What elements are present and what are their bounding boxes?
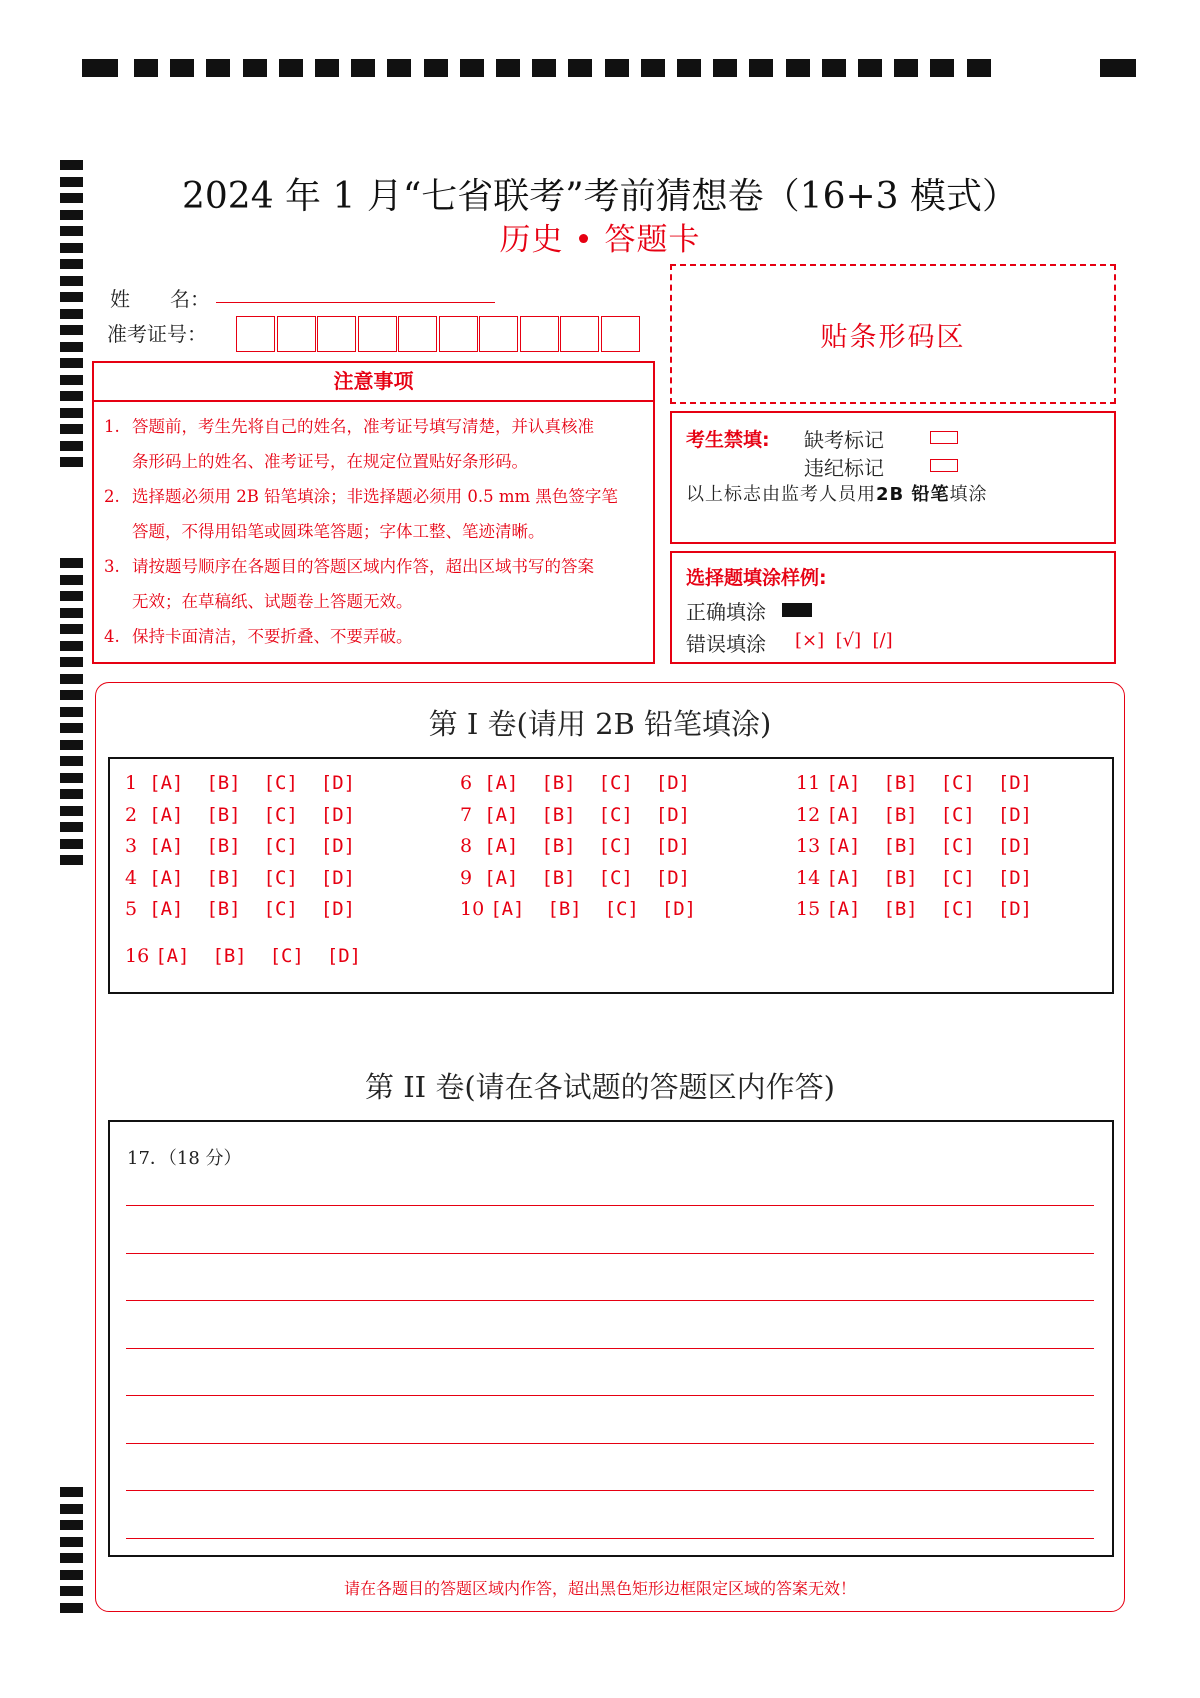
answer-options[interactable]: [A] [B] [C] [D] xyxy=(149,772,356,794)
page-title: 2024 年 1 月“七省联考”考前猜想卷（16+3 模式） xyxy=(182,176,1018,217)
wrong-fill-label: 错误填涂 xyxy=(686,632,766,656)
writing-line xyxy=(126,1348,1094,1349)
exam-id-digit-box[interactable] xyxy=(236,316,275,352)
timing-mark xyxy=(822,59,846,77)
timing-mark xyxy=(60,391,83,401)
timing-mark xyxy=(930,59,954,77)
timing-mark xyxy=(532,59,556,77)
timing-mark xyxy=(1100,59,1136,77)
page-subtitle: 历史 • 答题卡 xyxy=(499,222,701,258)
answer-options[interactable]: [A] [B] [C] [D] xyxy=(484,803,691,826)
choice-row-1[interactable] xyxy=(125,772,355,794)
timing-mark xyxy=(568,59,592,77)
notice-text: 请按题号顺序在各题目的答题区域内作答，超出区域书写的答案 xyxy=(132,557,594,576)
choice-row-8[interactable] xyxy=(460,835,690,857)
timing-mark xyxy=(460,59,484,77)
writing-line xyxy=(126,1443,1094,1444)
exam-id-digit-box[interactable] xyxy=(439,316,478,352)
choice-row-4[interactable] xyxy=(125,867,355,889)
timing-mark xyxy=(496,59,520,77)
timing-mark xyxy=(60,558,83,568)
timing-mark xyxy=(60,276,83,286)
timing-mark xyxy=(170,59,194,77)
proctor-note-bold: 2B 铅笔 xyxy=(876,484,950,505)
notice-item-3 xyxy=(104,549,649,619)
writing-line xyxy=(126,1538,1094,1539)
notice-item-1 xyxy=(104,409,649,479)
timing-mark xyxy=(60,690,83,700)
timing-mark xyxy=(60,1504,83,1514)
timing-mark xyxy=(60,608,83,618)
proctor-note-suffix: 填涂 xyxy=(949,484,988,505)
answer-options[interactable]: [A] [B] [C] [D] xyxy=(149,835,356,858)
proctor-heading: 考生禁填: xyxy=(686,429,770,451)
section-2-title: 第 II 卷(请在各试题的答题区内作答) xyxy=(365,1070,835,1104)
question-number: 16 xyxy=(125,945,156,967)
choice-row-5[interactable] xyxy=(125,898,355,920)
timing-mark xyxy=(351,59,375,77)
choice-row-3[interactable] xyxy=(125,835,355,857)
timing-mark xyxy=(60,424,83,434)
timing-mark xyxy=(206,59,230,77)
timing-mark xyxy=(424,59,448,77)
answer-options[interactable]: [A] [B] [C] [D] xyxy=(149,866,356,889)
timing-mark xyxy=(60,309,83,319)
timing-mark xyxy=(60,457,83,467)
choice-row-6[interactable] xyxy=(460,772,690,794)
timing-mark xyxy=(60,375,83,385)
choice-row-13[interactable] xyxy=(796,835,1032,857)
barcode-area xyxy=(670,264,1116,404)
barcode-label: 贴条形码区 xyxy=(820,321,966,353)
timing-mark xyxy=(858,59,882,77)
writing-line xyxy=(126,1205,1094,1206)
timing-mark xyxy=(387,59,411,77)
question-number: 10 xyxy=(460,898,491,921)
timing-mark xyxy=(605,59,629,77)
answer-options[interactable]: [A] [B] [C] [D] xyxy=(826,772,1033,794)
notice-text-cont: 条形码上的姓名、准考证号，在规定位置贴好条形码。 xyxy=(132,452,528,471)
violation-mark-box[interactable] xyxy=(930,459,958,472)
timing-mark xyxy=(60,773,83,783)
question-17-label: 17．（18 分） xyxy=(127,1148,242,1169)
proctor-note xyxy=(686,480,988,506)
timing-mark xyxy=(60,1537,83,1547)
answer-options[interactable]: [A] [B] [C] [D] xyxy=(826,866,1033,889)
notice-text: 答题前，考生先将自己的姓名，准考证号填写清楚，并认真核准 xyxy=(132,417,594,436)
question-number: 4 xyxy=(125,866,150,889)
timing-mark xyxy=(60,839,83,849)
timing-mark xyxy=(60,292,83,302)
answer-options[interactable]: [A] [B] [C] [D] xyxy=(155,945,362,967)
timing-mark xyxy=(60,408,83,418)
footer-note: 请在各题目的答题区域内作答，超出黑色矩形边框限定区域的答案无效！ xyxy=(343,1579,856,1598)
timing-mark xyxy=(279,59,303,77)
notice-text-cont: 答题，不得用铅笔或圆珠笔答题；字体工整、笔迹清晰。 xyxy=(132,522,545,541)
fill-sample-panel xyxy=(670,551,1116,664)
choice-row-9[interactable] xyxy=(460,867,690,889)
wrong-fill-marks: [×] [√] [/] xyxy=(795,630,893,651)
exam-id-field[interactable] xyxy=(236,316,641,352)
timing-mark xyxy=(60,1553,83,1563)
exam-id-digit-box[interactable] xyxy=(560,316,599,352)
answer-options[interactable]: [A] [B] [C] [D] xyxy=(484,835,691,858)
choice-row-7[interactable] xyxy=(460,804,690,826)
timing-mark xyxy=(60,325,83,335)
violation-label: 违纪标记 xyxy=(804,456,884,480)
timing-mark xyxy=(60,822,83,832)
timing-mark xyxy=(60,756,83,766)
timing-mark xyxy=(641,59,665,77)
timing-mark xyxy=(894,59,918,77)
question-number: 1 xyxy=(125,772,150,794)
writing-line xyxy=(126,1395,1094,1396)
exam-id-digit-box[interactable] xyxy=(479,316,518,352)
question-number: 8 xyxy=(460,835,485,858)
question-number: 9 xyxy=(460,866,485,889)
exam-id-digit-box[interactable] xyxy=(398,316,437,352)
answer-options[interactable]: [A] [B] [C] [D] xyxy=(826,835,1033,858)
absent-mark-box[interactable] xyxy=(930,431,958,444)
answer-options[interactable]: [A] [B] [C] [D] xyxy=(149,898,356,921)
timing-mark xyxy=(60,806,83,816)
timing-mark xyxy=(60,657,83,667)
timing-mark xyxy=(967,59,991,77)
notice-number: 3. xyxy=(104,557,120,576)
notice-item-4 xyxy=(104,619,649,654)
question-number: 3 xyxy=(125,835,150,858)
answer-options[interactable]: [A] [B] [C] [D] xyxy=(484,772,691,794)
question-number: 7 xyxy=(460,803,485,826)
question-number: 14 xyxy=(796,866,827,889)
notice-text-cont: 无效；在草稿纸、试题卷上答题无效。 xyxy=(132,592,413,611)
timing-mark xyxy=(60,259,83,269)
name-field[interactable] xyxy=(216,300,495,303)
writing-line xyxy=(126,1490,1094,1491)
question-number: 13 xyxy=(796,835,827,858)
correct-fill-sample xyxy=(782,603,812,617)
exam-id-digit-box[interactable] xyxy=(601,316,640,352)
timing-mark xyxy=(60,1487,83,1497)
absent-label: 缺考标记 xyxy=(804,428,884,452)
exam-id-digit-box[interactable] xyxy=(520,316,559,352)
timing-mark xyxy=(60,624,83,634)
question-number: 15 xyxy=(796,898,827,921)
timing-mark xyxy=(82,59,118,77)
proctor-note-prefix: 以上标志由监考人员用 xyxy=(686,484,876,505)
timing-mark xyxy=(60,1520,83,1530)
question-number: 11 xyxy=(796,772,827,794)
timing-mark xyxy=(134,59,158,77)
answer-options[interactable]: [A] [B] [C] [D] xyxy=(149,803,356,826)
timing-mark xyxy=(60,1603,83,1613)
question-number: 6 xyxy=(460,772,485,794)
timing-mark xyxy=(60,855,83,865)
fill-sample-heading: 选择题填涂样例: xyxy=(686,567,827,589)
notice-number: 4. xyxy=(104,627,120,646)
timing-mark xyxy=(60,342,83,352)
exam-id-digit-box[interactable] xyxy=(317,316,356,352)
timing-mark xyxy=(713,59,737,77)
writing-line xyxy=(126,1300,1094,1301)
timing-mark xyxy=(60,575,83,585)
timing-mark xyxy=(60,358,83,368)
exam-id-label: 准考证号： xyxy=(107,322,207,346)
choice-row-2[interactable] xyxy=(125,804,355,826)
timing-mark xyxy=(60,641,83,651)
answer-options[interactable]: [A] [B] [C] [D] xyxy=(490,898,697,921)
choice-row-11[interactable] xyxy=(796,772,1032,794)
notice-heading: 注意事项 xyxy=(94,363,653,402)
timing-mark xyxy=(315,59,339,77)
notice-number: 1. xyxy=(104,417,120,436)
choice-row-10[interactable] xyxy=(460,898,696,920)
notice-text: 保持卡面清洁，不要折叠、不要弄破。 xyxy=(132,627,413,646)
timing-mark xyxy=(60,441,83,451)
answer-options[interactable]: [A] [B] [C] [D] xyxy=(826,803,1033,826)
name-label: 姓 名： xyxy=(110,287,210,311)
timing-mark xyxy=(60,789,83,799)
multiple-choice-box xyxy=(108,757,1114,994)
answer-options[interactable]: [A] [B] [C] [D] xyxy=(484,866,691,889)
proctor-panel xyxy=(670,411,1116,544)
notice-item-2 xyxy=(104,479,649,549)
exam-id-digit-box[interactable] xyxy=(277,316,316,352)
choice-row-14[interactable] xyxy=(796,867,1032,889)
timing-mark xyxy=(60,674,83,684)
writing-line xyxy=(126,1253,1094,1254)
choice-row-15[interactable] xyxy=(796,898,1032,920)
timing-mark xyxy=(243,59,267,77)
choice-row-12[interactable] xyxy=(796,804,1032,826)
notice-number: 2. xyxy=(104,487,120,506)
exam-id-digit-box[interactable] xyxy=(358,316,397,352)
timing-mark xyxy=(749,59,773,77)
essay-answer-box[interactable] xyxy=(108,1120,1114,1557)
section-1-title: 第 I 卷(请用 2B 铅笔填涂) xyxy=(428,707,772,741)
question-number: 5 xyxy=(125,898,150,921)
question-number: 12 xyxy=(796,803,827,826)
notice-panel xyxy=(92,361,655,664)
question-number: 2 xyxy=(125,803,150,826)
timing-mark xyxy=(60,591,83,601)
timing-mark xyxy=(786,59,810,77)
notice-text: 选择题必须用 2B 铅笔填涂；非选择题必须用 0.5 mm 黑色签字笔 xyxy=(132,487,618,506)
choice-row-16[interactable] xyxy=(125,945,361,967)
correct-fill-label: 正确填涂 xyxy=(686,600,766,624)
answer-options[interactable]: [A] [B] [C] [D] xyxy=(826,898,1033,921)
timing-mark xyxy=(677,59,701,77)
